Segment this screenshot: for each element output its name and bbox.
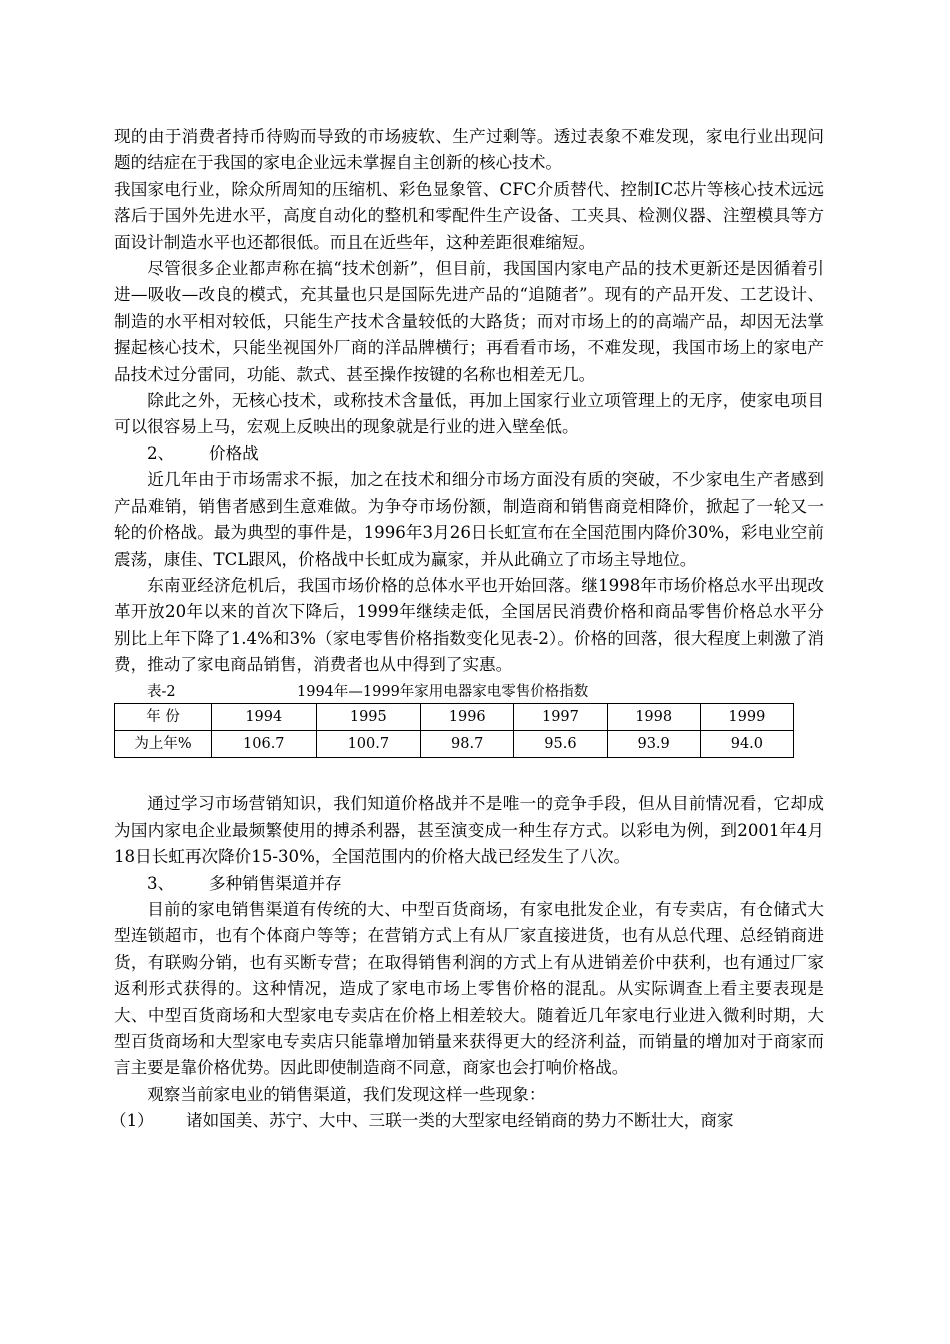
paragraph-channel-observation: 观察当前家电业的销售渠道，我们发现这样一些现象： — [147, 1084, 546, 1104]
table-cell: 94.0 — [700, 730, 793, 757]
list-marker: （1） — [110, 1111, 154, 1131]
paragraph-core-tech-intro: 现的由于消费者持币待购而导致的市场疲软、生产过剩等。透过表象不难发现，家电行业出现问题的结症在于我国的家电企业远未掌握自主创新的核心技术。 — [114, 127, 824, 173]
table-row — [115, 730, 794, 757]
table-title: 1994年—1999年家用电器家电零售价格指数 — [297, 683, 589, 700]
section-number: 3、 — [147, 873, 175, 893]
paragraph-price-war-competition: 通过学习市场营销知识，我们知道价格战并不是唯一的竞争手段，但从目前情况看，它却成为国内家电企业最频繁使用的搏杀利器，甚至演变成一种生存方式。以彩电为例，到2001年4月18日长虹再次降价15-30%，全国范围内的价格大战已经发生了八次。 — [114, 794, 824, 867]
table-cell: 为上年% — [115, 730, 212, 757]
list-item — [110, 1108, 824, 1134]
table-cell: 98.7 — [421, 730, 514, 757]
document-page — [110, 124, 824, 1135]
paragraph-core-tech-gap: 我国家电行业，除众所周知的压缩机、彩色显象管、CFC介质替代、控制IC芯片等核心技术远远落后于国外先进水平，高度自动化的整机和零配件生产设备、工夹具、检测仪器、注塑模具等方面设计制造水平也还都很低。而且在近些年，这种差距很难缩短。 — [114, 179, 824, 252]
spacer — [114, 758, 824, 791]
paragraph-entry-barrier: 除此之外，无核心技术，或称技术含量低，再加上国家行业立项管理上的无序，使家电项目可以很容易上马，宏观上反映出的现象就是行业的进入壁垒低。 — [114, 391, 824, 437]
table-cell: 年 份 — [115, 703, 212, 730]
table-header-row — [115, 703, 794, 730]
table-cell: 1998 — [607, 703, 700, 730]
list-item-text: 诸如国美、苏宁、大中、三联一类的大型家电经销商的势力不断壮大，商家 — [186, 1111, 734, 1131]
section-title: 多种销售渠道并存 — [209, 873, 342, 893]
section-number: 2、 — [147, 443, 175, 463]
paragraph-sales-channels: 目前的家电销售渠道有传统的大、中型百货商场，有家电批发企业，有专卖店，有仓储式大型连锁超市，也有个体商户等等；在营销方式上有从厂家直接进货，也有从总代理、总经销商进货，有联购分销，也有买断专营；在取得销售利润的方式上有从进销差价中获利，也有通过厂家返利形式获得的。这种情况，造成了家电市场上零售价格的混乱。从实际调查上看主要表现是大、中型百货商场和大型家电专卖店在价格上相差较大。随着近几年家电行业进入微利时期，大型百货商场和大型家电专卖店只能靠增加销量来获得更大的经济利益，而销量的增加对于商家而言主要是靠价格优势。因此即使制造商不同意，商家也会打响价格战。 — [114, 899, 824, 1078]
section-heading-price-war — [114, 441, 824, 467]
table-caption — [114, 681, 824, 703]
table-cell: 1995 — [316, 703, 421, 730]
paragraph-price-war-history: 近几年由于市场需求不振，加之在技术和细分市场方面没有质的突破，不少家电生产者感到产品难销，销售者感到生意难做。为争夺市场份额，制造商和销售商竞相降价，掀起了一轮又一轮的价格战。最为典型的事件是，1996年3月26日长虹宣布在全国范围内降价30%，彩电业空前震荡，康佳、TCL跟风，价格战中长虹成为赢家，并从此确立了市场主导地位。 — [114, 470, 824, 569]
table-cell: 106.7 — [212, 730, 317, 757]
table-cell: 1999 — [700, 703, 793, 730]
paragraph-tech-innovation: 尽管很多企业都声称在搞“技术创新”，但目前，我国国内家电产品的技术更新还是因循着引进—吸收—改良的模式，充其量也只是国际先进产品的“追随者”。现有的产品开发、工艺设计、制造的水平相对较低，只能生产技术含量较低的大路货；而对市场上的的高端产品，却因无法掌握起核心技术，只能坐视国外厂商的洋品牌横行；再看看市场，不难发现，我国市场上的家电产品技术过分雷同，功能、款式、甚至操作按键的名称也相差无几。 — [114, 259, 824, 384]
section-title: 价格战 — [209, 443, 259, 463]
table-cell: 93.9 — [607, 730, 700, 757]
price-index-table — [114, 703, 794, 759]
paragraph-price-fall: 东南亚经济危机后，我国市场价格的总体水平也开始回落。继1998年市场价格总水平出现改革开放20年以来的首次下降后，1999年继续走低，全国居民消费价格和商品零售价格总水平分别比上年下降了1.4%和3%（家电零售价格指数变化见表-2）。价格的回落，很大程度上刺激了消费，推动了家电商品销售，消费者也从中得到了实惠。 — [114, 575, 824, 675]
table-label: 表-2 — [147, 683, 176, 700]
table-cell: 1997 — [514, 703, 607, 730]
table-cell: 95.6 — [514, 730, 607, 757]
table-cell: 100.7 — [316, 730, 421, 757]
table-cell: 1994 — [212, 703, 317, 730]
table-cell: 1996 — [421, 703, 514, 730]
section-heading-sales-channels — [114, 871, 824, 897]
